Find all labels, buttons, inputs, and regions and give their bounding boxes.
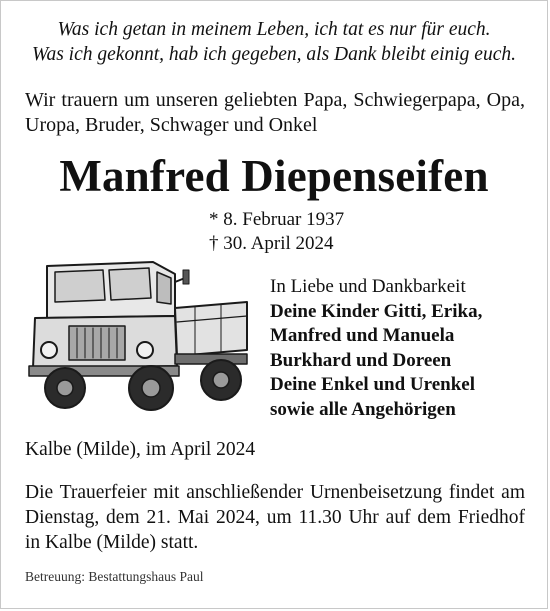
- motto-verse: [1, 17, 547, 67]
- family-intro-line: In Liebe und Dankbarkeit: [270, 276, 466, 297]
- life-dates: [209, 208, 344, 256]
- motto-line-2: Was ich gekonnt, hab ich gegeben, als Dank bleibt einig euch.: [32, 44, 516, 65]
- family-signature: [270, 275, 482, 422]
- family-line: Burkhard und Doreen: [270, 349, 452, 371]
- motto-line-1: Was ich getan in meinem Leben, ich tat es nur für euch.: [57, 19, 491, 40]
- funeral-service-text: Die Trauerfeier mit anschließender Urnenbeisetzung findet am Dienstag, dem 21. Mai 2024, um 11.30 Uhr auf dem Friedhof in Kalbe (Milde) statt.: [25, 482, 525, 553]
- birth-date: * 8. Februar 1937: [209, 209, 345, 230]
- death-date: † 30. April 2024: [209, 233, 334, 254]
- deceased-name: Manfred Diepenseifen: [59, 151, 489, 201]
- place-and-date: Kalbe (Milde), im April 2024: [25, 439, 256, 460]
- undertaker-credit: Betreuung: Bestattungshaus Paul: [25, 569, 204, 584]
- family-line: Deine Enkel und Urenkel: [270, 374, 475, 395]
- mourning-intro: Wir trauern um unseren geliebten Papa, Schwiegerpapa, Opa, Uropa, Bruder, Schwager und Onkel: [25, 89, 525, 136]
- family-line: Deine Kinder Gitti, Erika,: [270, 300, 483, 322]
- family-line: Manfred und Manuela: [270, 325, 455, 346]
- family-line: sowie alle Angehörigen: [270, 398, 456, 420]
- truck-icon: [25, 256, 253, 416]
